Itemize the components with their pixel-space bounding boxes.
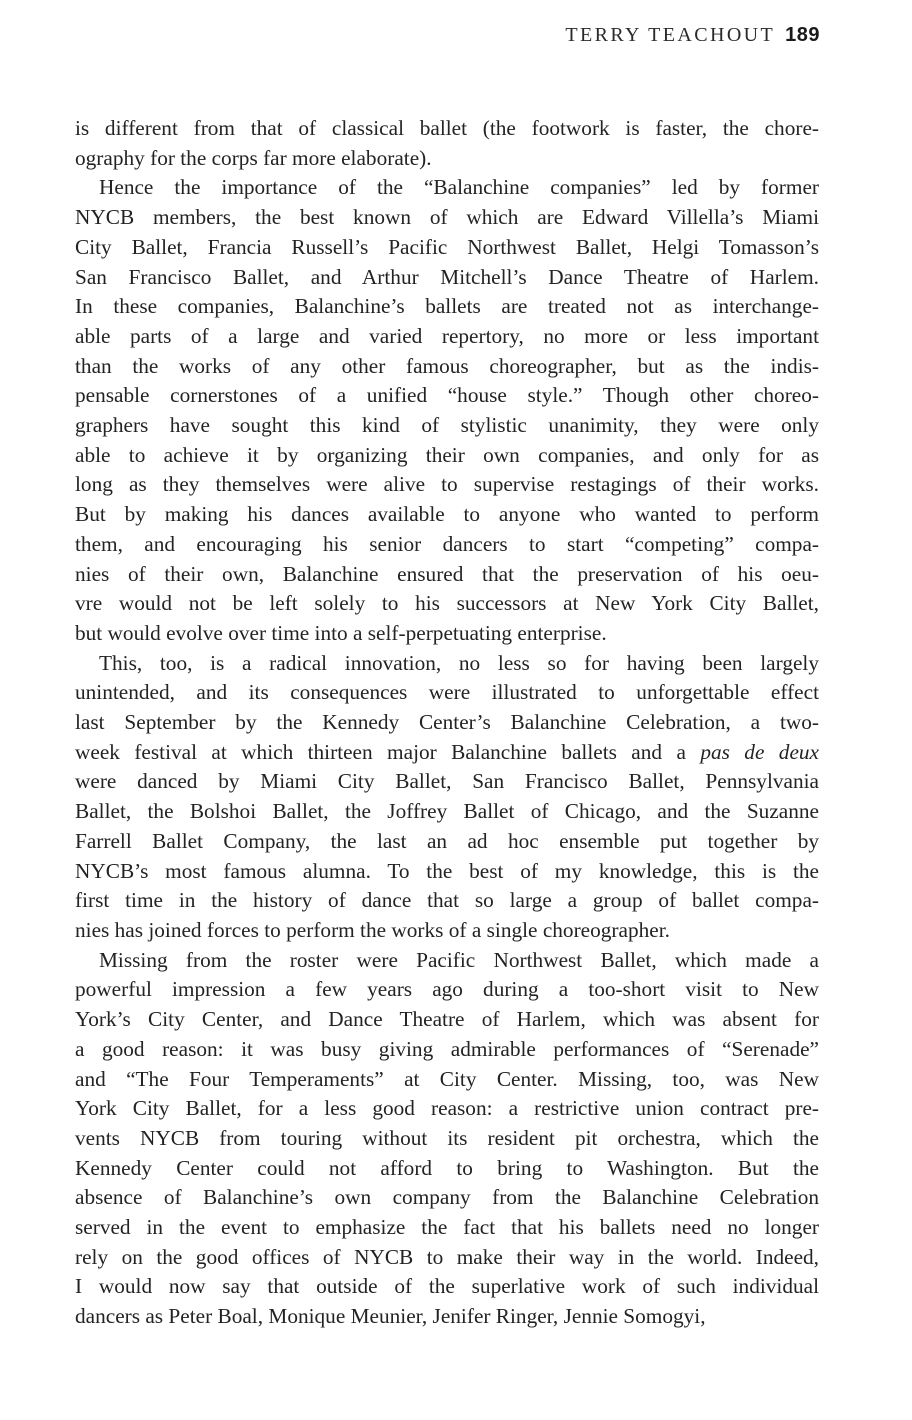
text-segment: them, and encouraging his senior dancers to start “competing” compa- [75,531,819,556]
text-line [75,678,819,708]
text-line [75,1094,819,1124]
text-line [75,767,819,797]
text-segment: a good reason: it was busy giving admirable performances of “Serenade” [75,1036,819,1061]
text-segment: nies has joined forces to perform the works of a single choreographer. [75,917,670,942]
text-segment: vre would not be left solely to his successors at New York City Ballet, [75,591,819,616]
text-line [75,530,819,560]
italic-text: pas de deux [700,739,819,764]
text-line [75,827,819,857]
text-segment: powerful impression a few years ago during a too-short visit to New [75,977,819,1002]
text-segment: Kennedy Center could not afford to bring to Washington. But the [75,1155,819,1180]
text-segment: York City Ballet, for a less good reason: a restrictive union contract pre- [75,1096,819,1121]
text-segment: rely on the good offices of NYCB to make their way in the world. Indeed, [75,1244,819,1269]
text-segment: NYCB members, the best known of which are Edward Villella’s Miami [75,205,819,230]
text-segment: In these companies, Balanchine’s ballets are treated not as interchange- [75,294,819,319]
text-line [75,857,819,887]
body-text [75,114,819,1332]
text-line [75,114,819,144]
text-segment: were danced by Miami City Ballet, San Francisco Ballet, Pennsylvania [75,769,819,794]
author-name: TERRY TEACHOUT [565,24,776,46]
text-line [75,441,819,471]
text-segment: absence of Balanchine’s own company from the Balanchine Celebration [75,1185,819,1210]
text-segment: Missing from the roster were Pacific Northwest Ballet, which made a [99,947,819,972]
text-segment: long as they themselves were alive to supervise restagings of their works. [75,472,819,497]
text-line [75,263,819,293]
text-segment: able to achieve it by organizing their own companies, and only for as [75,442,819,467]
page-number: 189 [785,24,820,46]
text-segment: dancers as Peter Boal, Monique Meunier, Jenifer Ringer, Jennie Somogyi, [75,1304,706,1329]
text-segment: nies of their own, Balanchine ensured that the preservation of his oeu- [75,561,819,586]
text-line [75,233,819,263]
text-line [75,589,819,619]
running-head [565,24,820,47]
text-segment: vents NYCB from touring without its resident pit orchestra, which the [75,1125,819,1150]
text-segment: pensable cornerstones of a unified “house style.” Though other choreo- [75,383,819,408]
text-line [75,322,819,352]
text-line [75,1124,819,1154]
text-line [75,470,819,500]
text-line [75,649,819,679]
text-segment: Hence the importance of the “Balanchine companies” led by former [99,175,819,200]
text-line [75,1243,819,1273]
text-line [75,619,819,649]
text-segment: NYCB’s most famous alumna. To the best of my knowledge, this is the [75,858,819,883]
text-segment: unintended, and its consequences were illustrated to unforgettable effect [75,680,819,705]
text-line [75,381,819,411]
text-segment: San Francisco Ballet, and Arthur Mitchell’s Dance Theatre of Harlem. [75,264,819,289]
text-line [75,1213,819,1243]
text-segment: York’s City Center, and Dance Theatre of Harlem, which was absent for [75,1007,819,1032]
text-segment: is different from that of classical ballet (the footwork is faster, the chore- [75,116,819,140]
text-line [75,916,819,946]
text-segment: graphers have sought this kind of stylistic unanimity, they were only [75,413,819,438]
text-line [75,1302,819,1332]
text-segment: This, too, is a radical innovation, no less so for having been largely [99,650,819,675]
text-line [75,203,819,233]
text-segment: able parts of a large and varied repertory, no more or less important [75,323,819,348]
text-line [75,797,819,827]
text-line [75,500,819,530]
text-segment: week festival at which thirteen major Balanchine ballets and a [75,739,701,764]
text-line [75,411,819,441]
text-line [75,144,819,174]
text-segment: ography for the corps far more elaborate). [75,145,432,170]
text-line [75,738,819,768]
text-line [75,1183,819,1213]
text-line [75,975,819,1005]
text-line [75,708,819,738]
text-segment: but would evolve over time into a self-perpetuating enterprise. [75,620,607,645]
text-segment: last September by the Kennedy Center’s Balanchine Celebration, a two- [75,710,819,735]
text-segment: first time in the history of dance that so large a group of ballet compa- [75,888,819,913]
text-line [75,886,819,916]
text-line [75,1154,819,1184]
text-line [75,560,819,590]
text-segment: than the works of any other famous choreographer, but as the indis- [75,353,819,378]
text-segment: But by making his dances available to anyone who wanted to perform [75,502,819,527]
text-line [75,1065,819,1095]
text-segment: and “The Four Temperaments” at City Center. Missing, too, was New [75,1066,819,1091]
text-line [75,292,819,322]
text-line [75,173,819,203]
text-segment: I would now say that outside of the superlative work of such individual [75,1274,819,1299]
text-segment: served in the event to emphasize the fact that his ballets need no longer [75,1215,819,1240]
text-line [75,1272,819,1302]
text-line [75,352,819,382]
text-segment: City Ballet, Francia Russell’s Pacific Northwest Ballet, Helgi Tomasson’s [75,234,819,259]
text-line [75,946,819,976]
text-segment: Ballet, the Bolshoi Ballet, the Joffrey Ballet of Chicago, and the Suzanne [75,799,819,824]
text-line [75,1035,819,1065]
text-line [75,1005,819,1035]
text-segment: Farrell Ballet Company, the last an ad hoc ensemble put together by [75,828,819,853]
